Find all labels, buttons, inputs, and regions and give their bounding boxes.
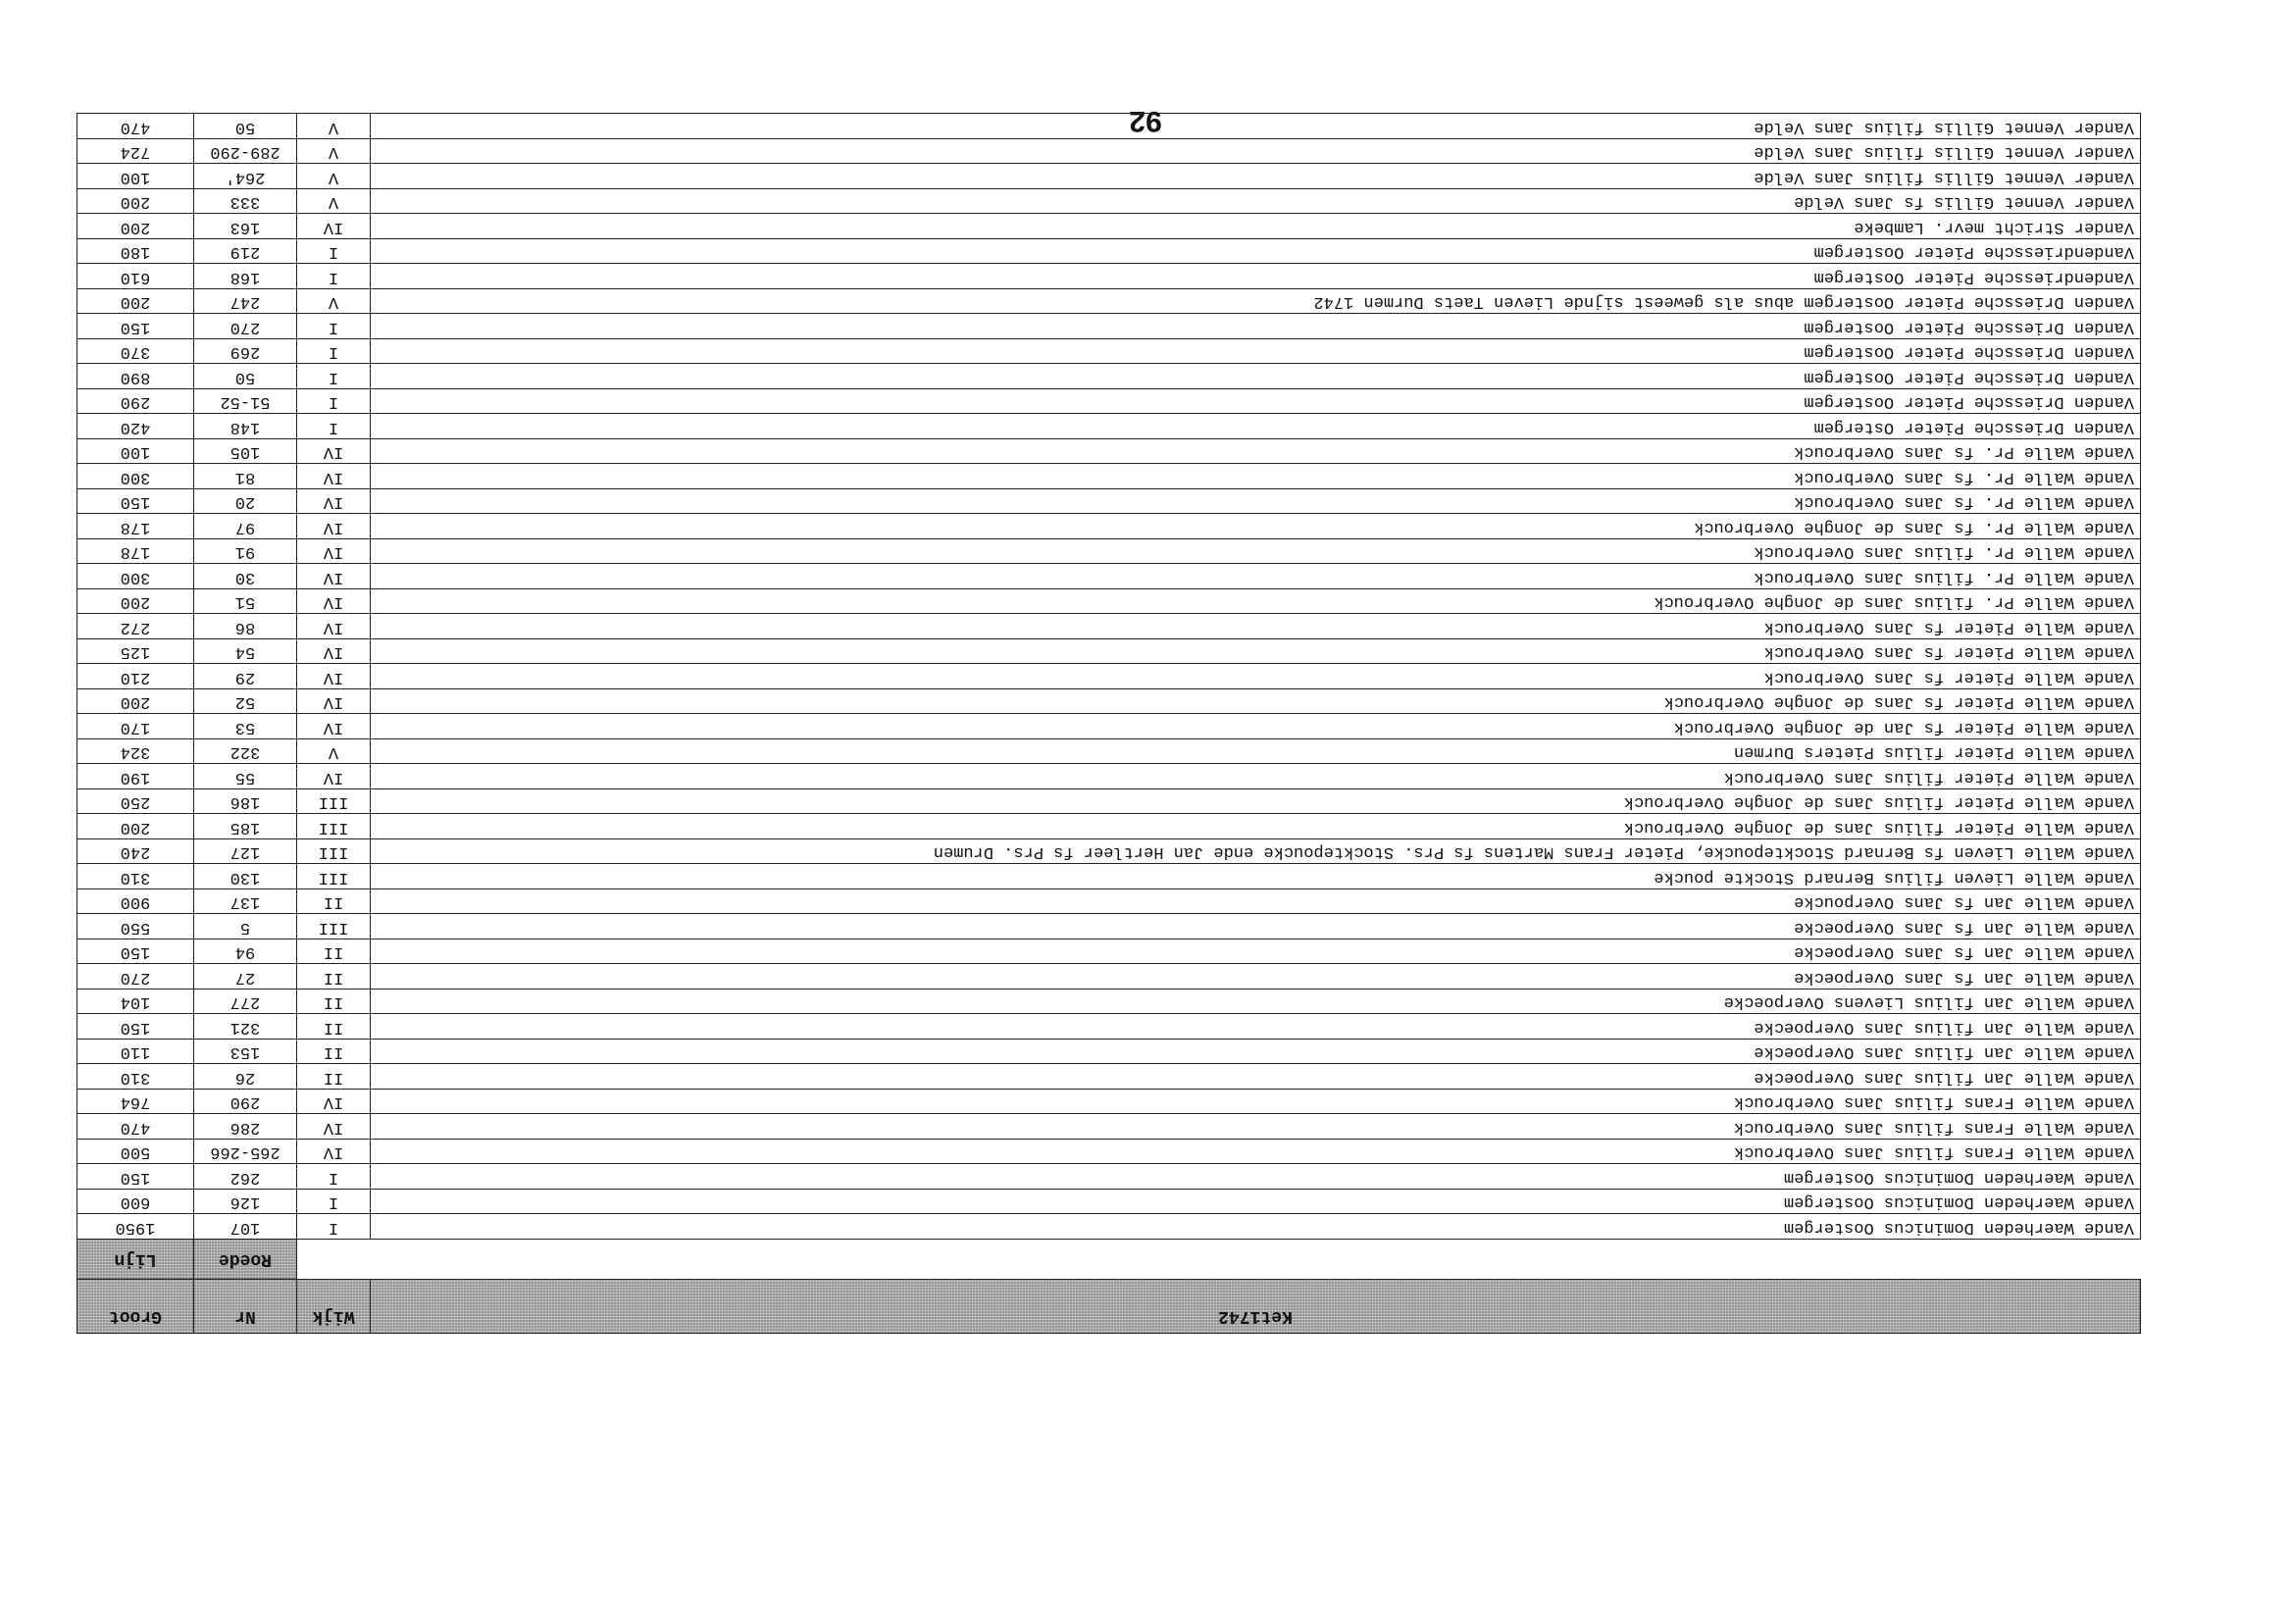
cell-groot: 210 <box>77 664 194 689</box>
cell-nr: 86 <box>194 614 297 639</box>
cell-wijk: IV <box>297 764 371 789</box>
cell-name: Vander Vennet Gillis filius Jans Velde <box>371 114 2141 139</box>
table-row <box>77 990 2141 1015</box>
cell-wijk: V <box>297 114 371 139</box>
table-row <box>77 614 2141 639</box>
cell-nr: 20 <box>194 489 297 515</box>
cell-name: Vande Walle Pieter fs Jans Overbrouck <box>371 664 2141 689</box>
cell-groot: 300 <box>77 464 194 489</box>
cell-nr: 265-266 <box>194 1140 297 1165</box>
cell-groot: 178 <box>77 539 194 565</box>
cell-nr: 50 <box>194 364 297 389</box>
cell-wijk: IV <box>297 1114 371 1140</box>
cell-groot: 370 <box>77 339 194 365</box>
table-row <box>77 239 2141 265</box>
subheader-spacer <box>297 1240 371 1280</box>
cell-wijk: IV <box>297 514 371 539</box>
table-row <box>77 1214 2141 1240</box>
table-row <box>77 1014 2141 1040</box>
cell-groot: 190 <box>77 764 194 789</box>
cell-name: Vande Walle Pr. fs Jans Overbrouck <box>371 464 2141 489</box>
cell-groot: 150 <box>77 314 194 339</box>
cell-name: Vande Walle Pieter fs Jans Overbrouck <box>371 614 2141 639</box>
table-row <box>77 139 2141 165</box>
cell-groot: 300 <box>77 564 194 589</box>
cell-name: Vandendriessche Pieter Oostergem <box>371 239 2141 265</box>
cell-groot: 240 <box>77 839 194 865</box>
cell-name: Vander Vennet Gillis filius Jans Velde <box>371 139 2141 165</box>
cell-wijk: II <box>297 1064 371 1090</box>
cell-nr: 50 <box>194 114 297 139</box>
table-row <box>77 714 2141 739</box>
cell-groot: 500 <box>77 1140 194 1165</box>
cell-groot: 250 <box>77 789 194 815</box>
cell-wijk: IV <box>297 564 371 589</box>
table-row <box>77 764 2141 789</box>
cell-wijk: IV <box>297 689 371 715</box>
cell-groot: 200 <box>77 689 194 715</box>
cell-name: Vande Walle Pieter fs Jan de Jonghe Overbrouck <box>371 714 2141 739</box>
cell-name: Vande Walle Frans filius Jans Overbrouck <box>371 1090 2141 1115</box>
subheader-lijn: Lijn <box>77 1240 194 1280</box>
table-row <box>77 739 2141 765</box>
cell-nr: 168 <box>194 264 297 289</box>
cell-groot: 200 <box>77 189 194 215</box>
cell-nr: 126 <box>194 1190 297 1215</box>
table-row <box>77 789 2141 815</box>
cell-nr: 55 <box>194 764 297 789</box>
cell-name: Vande Waerheden Dominicus Oostergem <box>371 1214 2141 1240</box>
cell-name: Vande Walle Pieter filius Jans Overbrouck <box>371 764 2141 789</box>
cell-nr: 270 <box>194 314 297 339</box>
table-row <box>77 689 2141 715</box>
cell-name: Vande Walle Pieter fs Jans de Jonghe Overbrouck <box>371 689 2141 715</box>
cell-wijk: III <box>297 789 371 815</box>
cell-nr: 5 <box>194 914 297 939</box>
cell-name: Vanden Driessche Pieter Oostergem <box>371 314 2141 339</box>
header-row <box>77 1280 2141 1334</box>
cell-nr: 277 <box>194 990 297 1015</box>
cell-name: Vande Walle Pr. filius Jans Overbrouck <box>371 564 2141 589</box>
cell-nr: 30 <box>194 564 297 589</box>
cell-groot: 610 <box>77 264 194 289</box>
table-row <box>77 464 2141 489</box>
cell-wijk: I <box>297 389 371 415</box>
cell-groot: 724 <box>77 139 194 165</box>
table-row <box>77 589 2141 615</box>
cell-wijk: IV <box>297 214 371 239</box>
cell-name: Vande Walle Jan filius Jans Overpoecke <box>371 1064 2141 1090</box>
cell-wijk: I <box>297 339 371 365</box>
cell-name: Vande Walle Pr. fs Jans Overbrouck <box>371 489 2141 515</box>
cell-nr: 262 <box>194 1164 297 1190</box>
cell-wijk: III <box>297 914 371 939</box>
cell-name: Vanden Driessche Pieter Oostergem <box>371 339 2141 365</box>
cell-wijk: II <box>297 1014 371 1040</box>
table-row <box>77 414 2141 439</box>
cell-wijk: IV <box>297 714 371 739</box>
cell-groot: 150 <box>77 939 194 965</box>
cell-groot: 200 <box>77 289 194 315</box>
cell-nr: 137 <box>194 889 297 915</box>
cell-nr: 107 <box>194 1214 297 1240</box>
subheader-spacer <box>371 1240 2141 1280</box>
cell-wijk: III <box>297 864 371 889</box>
cell-groot: 310 <box>77 1064 194 1090</box>
cell-name: Vande Walle Lieven filius Bernard Stockte poucke <box>371 864 2141 889</box>
cell-groot: 150 <box>77 489 194 515</box>
cell-wijk: I <box>297 239 371 265</box>
cell-groot: 100 <box>77 164 194 189</box>
cell-groot: 150 <box>77 1014 194 1040</box>
cell-groot: 420 <box>77 414 194 439</box>
cell-groot: 125 <box>77 639 194 665</box>
cell-nr: 185 <box>194 814 297 839</box>
cell-groot: 150 <box>77 1164 194 1190</box>
subheader-row <box>77 1240 2141 1280</box>
cell-name: Vander Stricht mevr. Lambeke <box>371 214 2141 239</box>
cell-groot: 600 <box>77 1190 194 1215</box>
cell-nr: 54 <box>194 639 297 665</box>
cell-nr: 105 <box>194 439 297 465</box>
cell-nr: 290 <box>194 1090 297 1115</box>
cell-wijk: III <box>297 814 371 839</box>
cell-name: Vande Walle Frans filius Jans Overbrouck <box>371 1114 2141 1140</box>
cell-name: Vande Walle Jan filius Jans Overpoecke <box>371 1014 2141 1040</box>
table-row <box>77 314 2141 339</box>
table-row <box>77 1164 2141 1190</box>
table-row <box>77 1190 2141 1215</box>
table-row <box>77 839 2141 865</box>
cell-groot: 270 <box>77 964 194 990</box>
cell-groot: 100 <box>77 439 194 465</box>
table-row <box>77 889 2141 915</box>
cell-name: Vandendriessche Pieter Oostergem <box>371 264 2141 289</box>
cell-nr: 321 <box>194 1014 297 1040</box>
cell-nr: 247 <box>194 289 297 315</box>
table-row <box>77 489 2141 515</box>
cell-nr: 333 <box>194 189 297 215</box>
cell-groot: 170 <box>77 714 194 739</box>
table-row <box>77 214 2141 239</box>
cell-name: Vande Walle Jan fs Jans Overpoecke <box>371 964 2141 990</box>
header-groot: Groot <box>77 1280 194 1334</box>
cell-name: Vande Walle Pr. fs Jans Overbrouck <box>371 439 2141 465</box>
table-row <box>77 514 2141 539</box>
header-wijk: Wijk <box>297 1280 371 1334</box>
cell-wijk: V <box>297 189 371 215</box>
cell-groot: 324 <box>77 739 194 765</box>
cell-nr: 186 <box>194 789 297 815</box>
cell-wijk: I <box>297 1190 371 1215</box>
cell-wijk: III <box>297 839 371 865</box>
cell-name: Vande Waerheden Dominicus Oostergem <box>371 1164 2141 1190</box>
cell-name: Vande Walle Frans filius Jans Overbrouck <box>371 1140 2141 1165</box>
cell-name: Vande Walle Pieter filius Jans de Jonghe Overbrouck <box>371 814 2141 839</box>
cell-name: Vander Vennet Gillis fs Jans Velde <box>371 189 2141 215</box>
table-row <box>77 1064 2141 1090</box>
cell-groot: 200 <box>77 814 194 839</box>
cell-name: Vander Vennet Gillis filius Jans Velde <box>371 164 2141 189</box>
cell-nr: 81 <box>194 464 297 489</box>
cell-name: Vande Walle Jan fs Jans Overpoecke <box>371 914 2141 939</box>
cell-groot: 180 <box>77 239 194 265</box>
table-row <box>77 814 2141 839</box>
page-number: 92 <box>1129 105 1162 137</box>
cell-nr: 130 <box>194 864 297 889</box>
cell-groot: 900 <box>77 889 194 915</box>
table-row <box>77 1114 2141 1140</box>
table-row <box>77 364 2141 389</box>
cell-wijk: IV <box>297 439 371 465</box>
table-row <box>77 189 2141 215</box>
table-row <box>77 114 2141 139</box>
cell-groot: 272 <box>77 614 194 639</box>
cell-wijk: V <box>297 289 371 315</box>
cell-nr: 27 <box>194 964 297 990</box>
cell-wijk: I <box>297 1164 371 1190</box>
table-row <box>77 289 2141 315</box>
cell-wijk: IV <box>297 539 371 565</box>
cell-nr: 29 <box>194 664 297 689</box>
cell-nr: 264' <box>194 164 297 189</box>
cell-nr: 97 <box>194 514 297 539</box>
table-row <box>77 1140 2141 1165</box>
table-row <box>77 864 2141 889</box>
cell-nr: 26 <box>194 1064 297 1090</box>
cell-groot: 310 <box>77 864 194 889</box>
table-row <box>77 1040 2141 1065</box>
cell-nr: 51-52 <box>194 389 297 415</box>
cell-name: Vande Walle Lieven fs Bernard Stocktepoucke, Pieter Frans Martens fs Prs. Stocktepoucke ende Jan Hertleer fs Prs. Drumen <box>371 839 2141 865</box>
cell-nr: 153 <box>194 1040 297 1065</box>
cell-nr: 286 <box>194 1114 297 1140</box>
cell-wijk: IV <box>297 639 371 665</box>
cell-wijk: IV <box>297 489 371 515</box>
cell-name: Vande Waerheden Dominicus Oostergem <box>371 1190 2141 1215</box>
table-row <box>77 164 2141 189</box>
cell-wijk: IV <box>297 1090 371 1115</box>
cell-wijk: IV <box>297 464 371 489</box>
table-row <box>77 639 2141 665</box>
cell-wijk: II <box>297 990 371 1015</box>
cell-wijk: II <box>297 964 371 990</box>
cell-name: Vande Walle Pieter filius Pieters Durmen <box>371 739 2141 765</box>
cell-nr: 53 <box>194 714 297 739</box>
cell-name: Vanden Driessche Pieter Oostergem abus als geweest sijnde Lieven Taets Durmen 1742 <box>371 289 2141 315</box>
cell-name: Vande Walle Jan fs Jans Overpoecke <box>371 939 2141 965</box>
cell-groot: 178 <box>77 514 194 539</box>
cell-groot: 200 <box>77 589 194 615</box>
cell-name: Vande Walle Pieter filius Jans de Jonghe Overbrouck <box>371 789 2141 815</box>
cell-nr: 148 <box>194 414 297 439</box>
cell-wijk: II <box>297 889 371 915</box>
cell-groot: 470 <box>77 114 194 139</box>
table-row <box>77 1090 2141 1115</box>
cell-wijk: IV <box>297 589 371 615</box>
cell-name: Vande Walle Jan fs Jans Overpoucke <box>371 889 2141 915</box>
cell-groot: 890 <box>77 364 194 389</box>
cell-wijk: V <box>297 739 371 765</box>
cell-groot: 110 <box>77 1040 194 1065</box>
cell-groot: 1950 <box>77 1214 194 1240</box>
table-row <box>77 914 2141 939</box>
subheader-roede: Roede <box>194 1240 297 1280</box>
cell-wijk: IV <box>297 664 371 689</box>
cell-name: Vande Walle Pr. fs Jans de Jonghe Overbrouck <box>371 514 2141 539</box>
cell-nr: 322 <box>194 739 297 765</box>
cell-wijk: V <box>297 139 371 165</box>
cell-name: Vanden Driessche Pieter Oostergem <box>371 389 2141 415</box>
cell-wijk: I <box>297 414 371 439</box>
cell-nr: 52 <box>194 689 297 715</box>
register-table <box>76 114 2141 1335</box>
cell-nr: 163 <box>194 214 297 239</box>
cell-groot: 764 <box>77 1090 194 1115</box>
register-body <box>77 114 2141 1334</box>
cell-name: Vande Walle Pr. filius Jans de Jonghe Overbrouck <box>371 589 2141 615</box>
cell-wijk: I <box>297 364 371 389</box>
cell-wijk: II <box>297 1040 371 1065</box>
cell-name: Vande Walle Jan filius Lievens Overpoecke <box>371 990 2141 1015</box>
table-row <box>77 664 2141 689</box>
table-row <box>77 564 2141 589</box>
cell-nr: 127 <box>194 839 297 865</box>
cell-groot: 550 <box>77 914 194 939</box>
cell-name: Vande Walle Pr. filius Jans Overbrouck <box>371 539 2141 565</box>
cell-nr: 219 <box>194 239 297 265</box>
cell-nr: 94 <box>194 939 297 965</box>
cell-groot: 104 <box>77 990 194 1015</box>
cell-name: Vanden Driessche Pieter Oostergem <box>371 364 2141 389</box>
cell-wijk: I <box>297 314 371 339</box>
header-nr: Nr <box>194 1280 297 1334</box>
cell-name: Vande Walle Jan filius Jans Overpoecke <box>371 1040 2141 1065</box>
cell-name: Vanden Driessche Pieter Ostergem <box>371 414 2141 439</box>
cell-groot: 470 <box>77 1114 194 1140</box>
cell-nr: 269 <box>194 339 297 365</box>
cell-name: Vande Walle Pieter fs Jans Overbrouck <box>371 639 2141 665</box>
cell-nr: 289-290 <box>194 139 297 165</box>
table-row <box>77 964 2141 990</box>
table-row <box>77 539 2141 565</box>
table-row <box>77 389 2141 415</box>
table-row <box>77 939 2141 965</box>
cell-nr: 91 <box>194 539 297 565</box>
cell-groot: 290 <box>77 389 194 415</box>
cell-wijk: IV <box>297 1140 371 1165</box>
cell-nr: 51 <box>194 589 297 615</box>
table-row <box>77 339 2141 365</box>
table-row <box>77 439 2141 465</box>
cell-wijk: I <box>297 264 371 289</box>
table-row <box>77 264 2141 289</box>
cell-wijk: II <box>297 939 371 965</box>
cell-groot: 200 <box>77 214 194 239</box>
cell-wijk: IV <box>297 614 371 639</box>
cell-wijk: V <box>297 164 371 189</box>
cell-wijk: I <box>297 1214 371 1240</box>
header-name: Ket1742 <box>371 1280 2141 1334</box>
